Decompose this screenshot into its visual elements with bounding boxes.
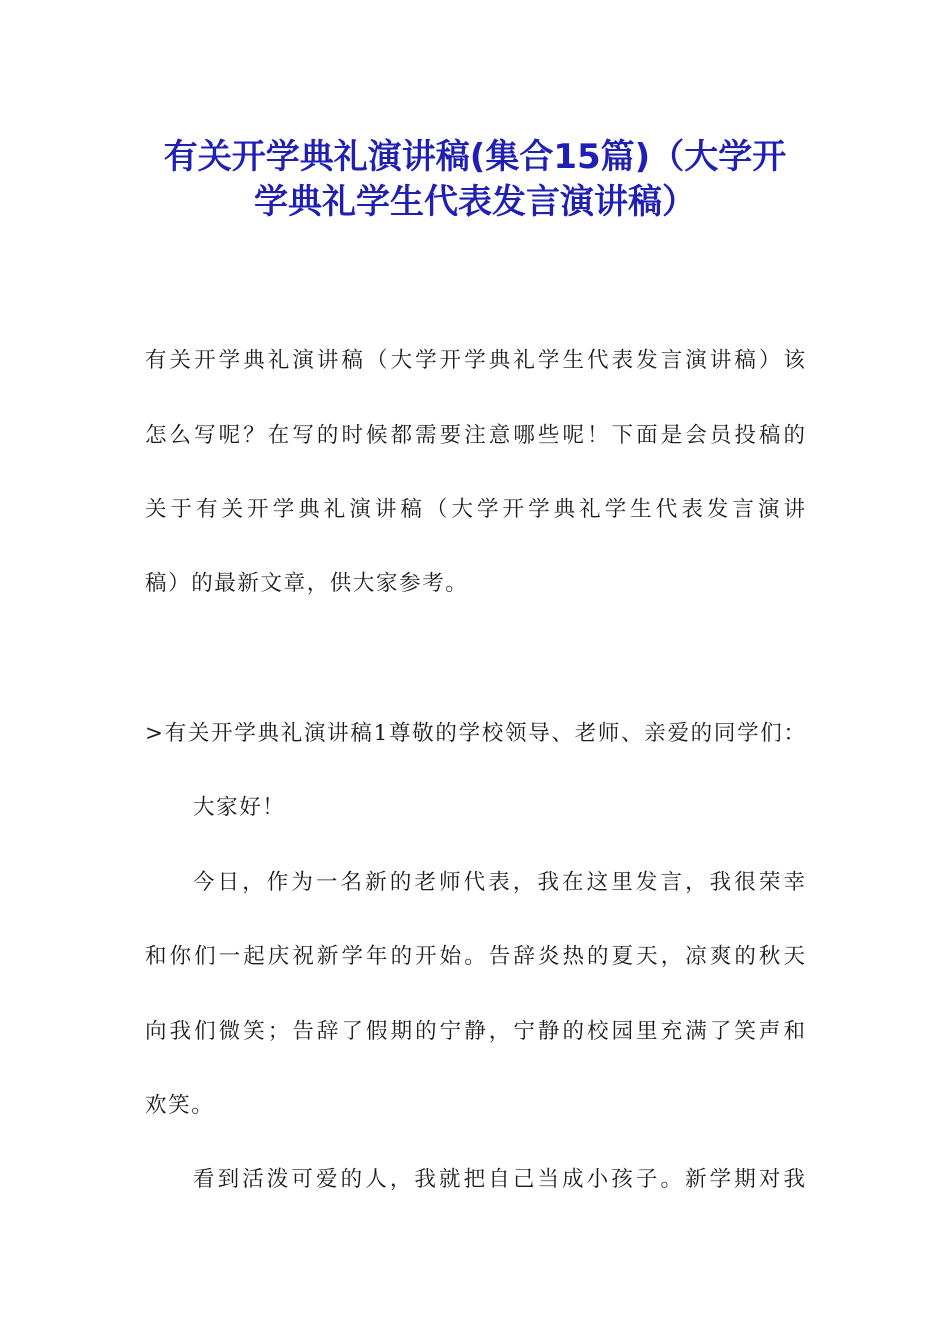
paragraph-2-line-1: 看到活泼可爱的人，我就把自己当成小孩子。新学期对我 (193, 1167, 805, 1192)
paragraph-1-line-2: 和你们一起庆祝新学年的开始。告辞炎热的夏天，凉爽的秋天 (145, 944, 805, 969)
intro-line-2: 怎么写呢？在写的时候都需要注意哪些呢！下面是会员投稿的 (145, 423, 805, 448)
paragraph-1-line-4: 欢笑。 (145, 1093, 215, 1118)
document-title-line-2: 学典礼学生代表发言演讲稿） (254, 182, 696, 222)
section-heading: >有关开学典礼演讲稿1尊敬的学校领导、老师、亲爱的同学们： (145, 721, 805, 746)
paragraph-1-line-1: 今日，作为一名新的老师代表，我在这里发言，我很荣幸 (193, 870, 805, 895)
intro-line-1: 有关开学典礼演讲稿（大学开学典礼学生代表发言演讲稿）该 (145, 348, 805, 373)
greeting-line: 大家好！ (193, 795, 286, 820)
intro-line-4: 稿）的最新文章，供大家参考。 (145, 571, 469, 596)
paragraph-1-line-3: 向我们微笑；告辞了假期的宁静，宁静的校园里充满了笑声和 (145, 1019, 805, 1044)
intro-line-3: 关于有关开学典礼演讲稿（大学开学典礼学生代表发言演讲 (145, 497, 805, 522)
document-title-line-1: 有关开学典礼演讲稿(集合15篇)（大学开 (163, 137, 787, 177)
